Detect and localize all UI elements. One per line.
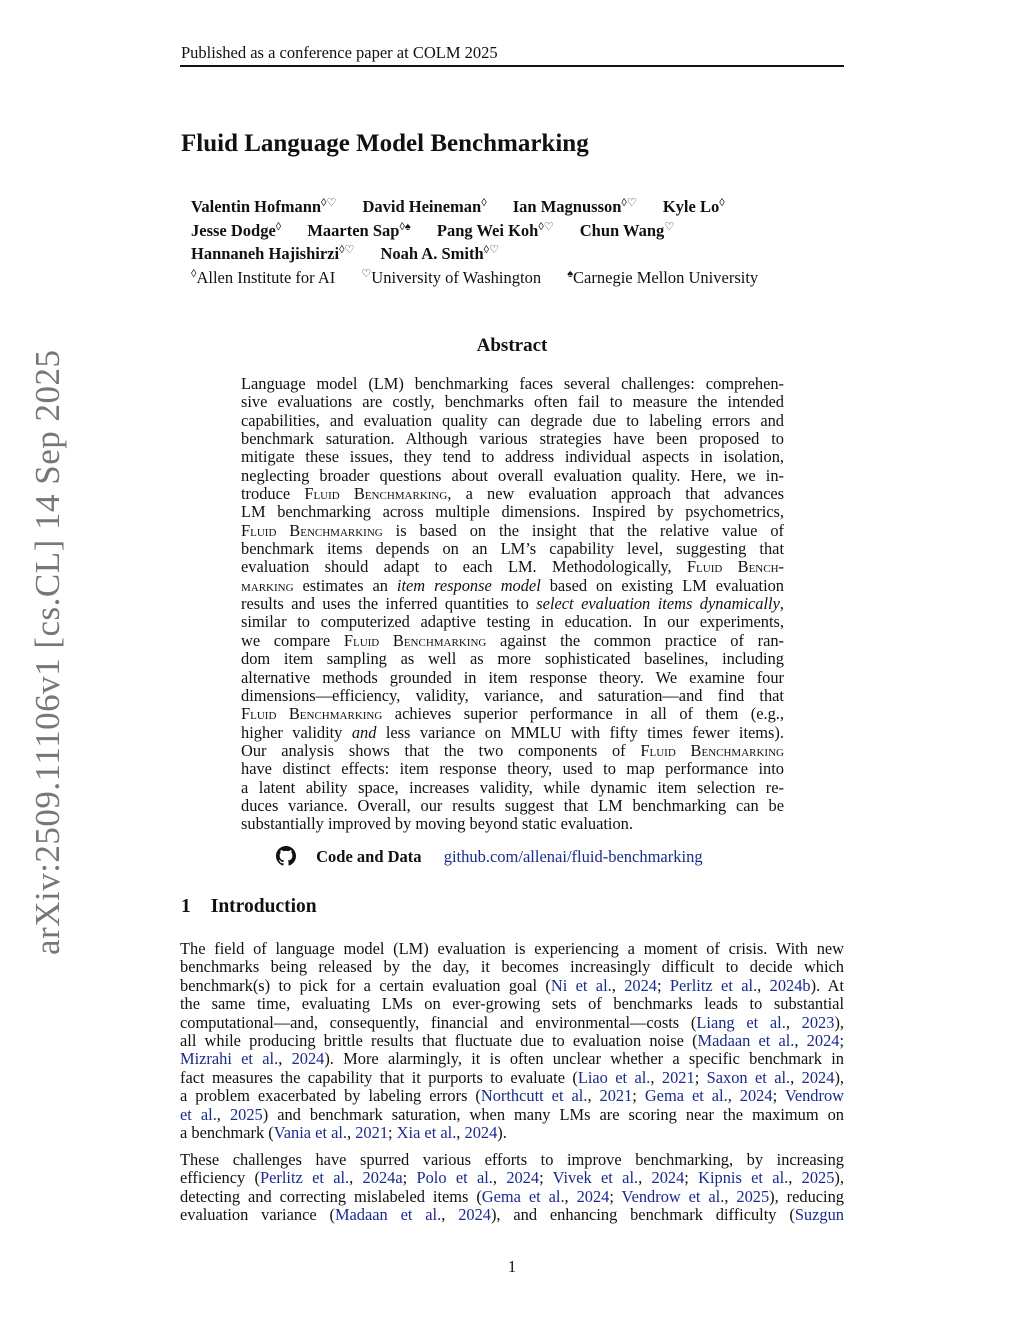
citation-link[interactable]: Perlitz et al. [669,975,758,995]
code-data-row [276,846,703,871]
citation-link[interactable]: Madaan et al. [334,1205,442,1225]
body-line: a problem exacerbated by labeling errors (Northcutt et al., 2021; Gema et al., 2024; Vendrow [180,1086,844,1106]
method-name: Fluid Benchmarking [241,520,383,540]
author-affil-mark: ◊ [719,197,725,209]
author-affil-mark: ◊ [275,220,282,233]
method-name: Fluid Bench- [686,557,784,577]
author-affil-mark: ◊♡ [483,244,499,256]
abstract-line: Language model (LM) benchmarking faces several challenges: comprehen- [241,374,784,393]
author-affil-mark: ◊♠ [399,220,411,233]
affil-mark: ♡ [361,267,372,280]
code-data-label: Code and Data [316,847,422,866]
citation-link[interactable]: Perlitz et al. [259,1168,350,1188]
citation-link[interactable]: 2024 [506,1168,540,1188]
author-line-2 [191,219,758,243]
author-name: Pang Wei Koh [436,220,539,240]
author-name: Valentin Hofmann [191,197,322,216]
citation-link[interactable]: Vivek et al. [552,1168,639,1188]
citation-link[interactable]: 2021 [599,1086,633,1106]
author-line-3 [191,242,758,266]
page-number: 1 [507,1257,517,1276]
citation-link[interactable]: 2024b [769,975,811,995]
abstract-line: marking estimates an item response model based on existing LM evaluation [241,575,785,595]
author-name: Maarten Sap [307,220,400,240]
citation-link[interactable]: Vania et al. [273,1122,348,1142]
abstract-body [241,375,784,834]
repo-link[interactable]: github.com/allenai/fluid-benchmarking [443,847,703,866]
citation-link[interactable]: Liao et al. [577,1067,651,1087]
citation-link[interactable]: et al. [180,1104,217,1124]
method-name: Fluid Benchmarking [343,630,487,650]
author-name: Jesse Dodge [191,220,276,240]
github-icon[interactable] [276,846,296,871]
abstract-line: dimensions—efficiency, validity, variance, and saturation—and find that [241,685,784,705]
author-affil-mark: ◊♡ [538,220,554,233]
arxiv-identifier: arXiv:2509.11106v1 [cs.CL] 14 Sep 2025 [28,349,67,955]
author-name: Noah A. Smith [380,244,484,263]
affil-mark: ◊ [191,267,197,280]
affiliation: Allen Institute for AI [196,267,336,287]
body-line: computational—and, consequently, financial and environmental—costs (Liang et al., 2023), [180,1012,844,1032]
abstract-line: benchmark items depends on an LM’s capability level, suggesting that [241,539,784,559]
body-line: evaluation variance (Madaan et al., 2024), and enhancing benchmark difficulty (Suzgun [180,1205,844,1225]
author-affil-mark: ◊♡ [621,197,637,209]
abstract-heading: Abstract [476,335,548,356]
body-line: the same time, evaluating LMs on ever-growing sets of benchmarks leads to substantial [180,994,844,1014]
author-name: Hannaneh Hajishirzi [191,244,340,263]
body-line: benchmarks being released by the day, it becomes increasingly difficult to decide which [180,957,844,977]
author-name: Chun Wang [579,220,665,240]
abstract-line: results and uses the inferred quantities to select evaluation items dynamically, [241,594,784,614]
section-number: 1 [181,896,191,917]
citation-link[interactable]: 2024 [806,1030,840,1050]
abstract-line: capabilities, and evaluation quality can degrade due to labeling errors and [241,410,784,430]
citation-link[interactable]: Polo et al. [416,1168,493,1188]
author-name: Kyle Lo [662,197,720,216]
header-rule [180,65,844,67]
abstract-line: sive evaluations are costly, benchmarks often fail to measure the intended [241,392,784,412]
author-block [191,195,758,289]
section-title: Introduction [210,896,317,917]
citation-link[interactable]: Ni et al. [550,975,612,995]
citation-link[interactable]: 2025 [229,1104,263,1124]
intro-paragraph-1 [180,940,844,1142]
citation-link[interactable]: Gema et al. [481,1186,565,1206]
author-affil-mark: ◊ [481,197,487,209]
citation-link[interactable]: Liang et al. [696,1012,786,1032]
affiliation-line [191,266,758,290]
citation-link[interactable]: 2023 [801,1012,835,1032]
author-name: Ian Magnusson [512,197,622,216]
abstract-line: alternative methods grounded in item response theory. We examine four [241,667,784,687]
citation-link[interactable]: 2025 [736,1186,770,1206]
section-heading [181,896,317,918]
method-name: Fluid Benchmarking [640,740,784,760]
citation-link[interactable]: Northcutt et al. [480,1086,588,1106]
abstract-line: Our analysis shows that the two components of Fluid Benchmarking [241,740,784,760]
citation-link[interactable]: Kipnis et al. [698,1168,789,1188]
abstract-line: substantially improved by moving beyond static evaluation. [241,814,633,834]
citation-link[interactable]: Madaan et al. [697,1030,795,1050]
body-line: detecting and correcting mislabeled items (Gema et al., 2024; Vendrow et al., 2025), reducing [180,1186,844,1206]
abstract-line: have distinct effects: item response theory, used to map performance into [241,759,784,779]
abstract-line: mitigate these issues, they tend to address individual aspects in isolation, [241,447,784,467]
abstract-line: we compare Fluid Benchmarking against the common practice of ran- [241,630,784,650]
intro-paragraph-2 [180,1151,844,1225]
body-line: a benchmark (Vania et al., 2021; Xia et al., 2024). [180,1122,507,1142]
citation-link[interactable]: 2024 [739,1086,773,1106]
author-name: David Heineman [362,197,482,216]
abstract-line: troduce Fluid Benchmarking, a new evaluation approach that advances [241,484,785,504]
abstract-line: higher validity and less variance on MMLU with fifty times fewer items). [241,722,784,742]
citation-link[interactable]: 2024 [624,975,657,995]
paper-title: Fluid Language Model Benchmarking [181,130,589,157]
affil-mark: ♠ [567,267,574,280]
body-line: et al., 2025) and benchmark saturation, when many LMs are scoring near the maximum on [180,1104,844,1124]
citation-link[interactable]: Gema et al. [644,1086,728,1106]
body-line: benchmark(s) to pick for a certain evaluation goal (Ni et al., 2024; Perlitz et al., 2024b). At [180,975,845,995]
abstract-line: evaluation should adapt to each LM. Methodologically, Fluid Bench- [241,557,784,577]
body-line: all while producing brittle results that fluctuate due to evaluation noise (Madaan et al., 2024; [180,1030,845,1050]
author-line-1 [191,195,758,219]
citation-link[interactable]: 2024a [362,1168,403,1188]
citation-link[interactable]: Saxon et al. [706,1067,791,1087]
body-line: Mizrahi et al., 2024). More alarmingly, it is often unclear whether a specific benchmark in [180,1049,844,1069]
method-name: Fluid Benchmarking [304,484,448,504]
abstract-line: Fluid Benchmarking is based on the insight that the relative value of [241,520,784,540]
abstract-line: dom item sampling as well as more sophisticated baselines, including [241,649,784,669]
citation-link[interactable]: Mizrahi et al. [180,1049,279,1069]
body-line: The field of language model (LM) evaluation is experiencing a moment of crisis. With new [180,939,844,958]
citation-link[interactable]: 2025 [801,1168,835,1188]
abstract-line: LM benchmarking across multiple dimensions. Inspired by psychometrics, [241,502,784,522]
abstract-line: a latent ability space, increases validity, while dynamic item selection re- [241,777,784,797]
citation-link[interactable]: 2024 [291,1049,325,1069]
author-affil-mark: ◊♡ [321,197,337,209]
citation-link[interactable]: 2021 [355,1122,389,1142]
method-name: marking [241,575,294,595]
citation-link[interactable]: 2021 [661,1067,695,1087]
citation-link[interactable]: Suzgun [794,1205,844,1225]
author-affil-mark: ◊♡ [339,244,355,256]
abstract-line: duces variance. Overall, our results suggest that LM benchmarking can be [241,795,784,815]
abstract-line: Fluid Benchmarking achieves superior performance in all of them (e.g., [241,704,784,724]
citation-link[interactable]: 2024 [801,1067,835,1087]
affiliation: Carnegie Mellon University [573,267,759,287]
citation-link[interactable]: Xia et al. [396,1122,457,1142]
citation-link[interactable]: 2024 [651,1168,685,1188]
abstract-line: neglecting broader questions about overall evaluation quality. Here, we in- [241,465,784,485]
citation-link[interactable]: 2024 [576,1186,610,1206]
citation-link[interactable]: Vendrow et al. [621,1186,725,1206]
citation-link[interactable]: Vendrow [784,1086,844,1106]
citation-link[interactable]: 2024 [464,1122,498,1142]
running-header: Published as a conference paper at COLM 2025 [181,43,498,62]
author-affil-mark: ♡ [664,220,675,233]
affiliation: University of Washington [371,267,542,287]
body-line: efficiency (Perlitz et al., 2024a; Polo et al., 2024; Vivek et al., 2024; Kipnis et al., 2025), [180,1168,844,1188]
citation-link[interactable]: 2024 [458,1205,491,1225]
body-line: fact measures the capability that it purports to evaluate (Liao et al., 2021; Saxon et al., 2024), [180,1067,844,1087]
method-name: Fluid Benchmarking [241,704,383,724]
body-line: These challenges have spurred various efforts to improve benchmarking, by increasing [180,1150,844,1169]
abstract-line: similar to computerized adaptive testing in education. In our experiments, [241,612,784,632]
abstract-line: benchmark saturation. Although various strategies have been proposed to [241,429,784,449]
